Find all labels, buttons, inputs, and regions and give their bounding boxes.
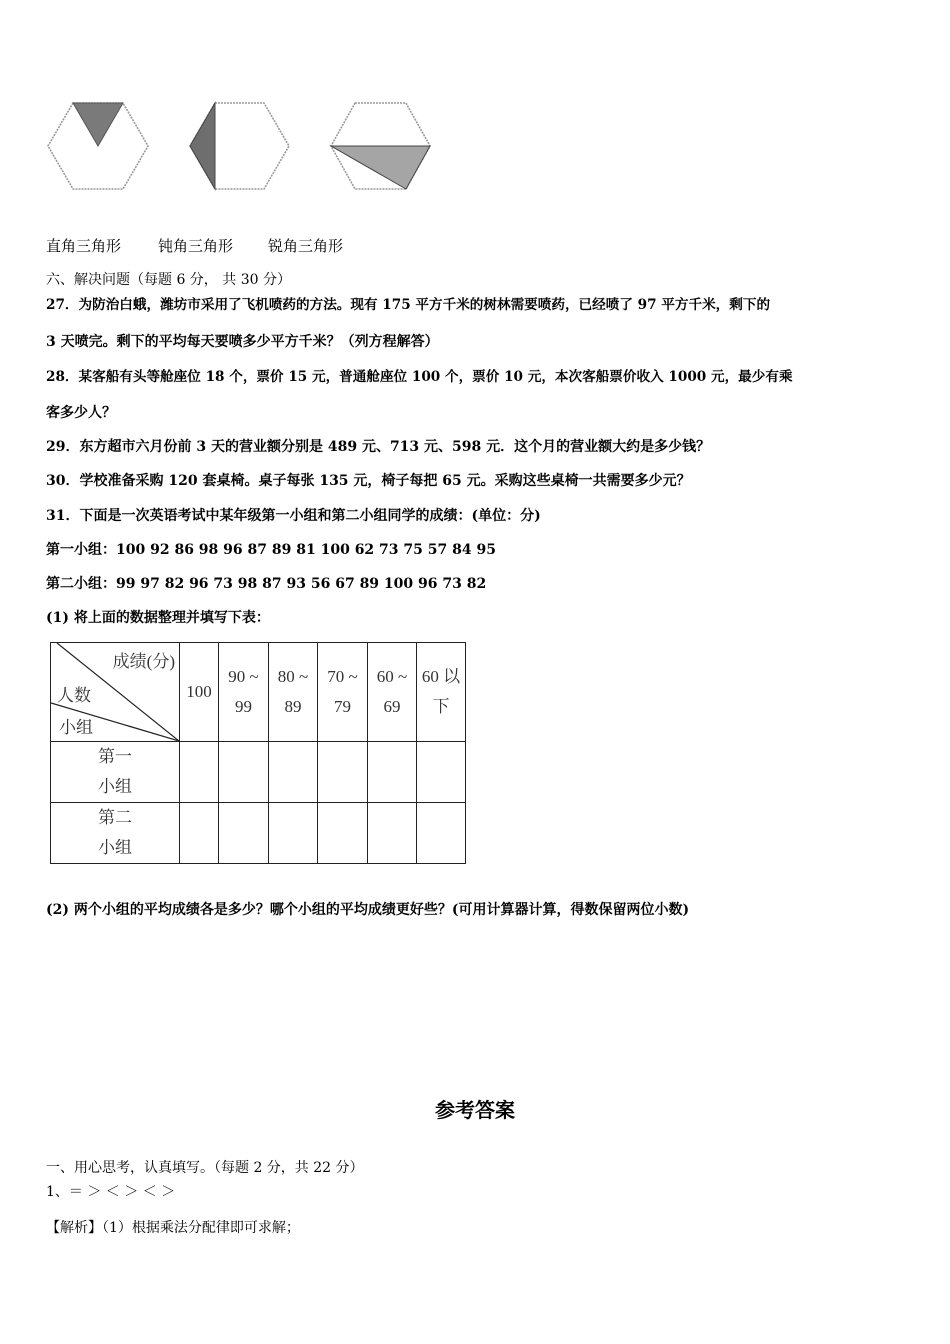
question-27-line2: 3 天喷完。剩下的平均每天要喷多少平方千米？（列方程解答） xyxy=(46,334,439,350)
hexagon-figures xyxy=(0,0,460,200)
figure-label-acute: 锐角三角形 xyxy=(268,237,344,255)
question-31-group2-scores: 第二小组：99 97 82 96 73 98 87 93 56 67 89 100 96 73 82 xyxy=(46,576,487,592)
table-row xyxy=(51,742,466,803)
question-28-line2: 客多少人？ xyxy=(46,405,116,421)
figure-label-right: 直角三角形 xyxy=(46,237,122,255)
table-cell[interactable] xyxy=(417,803,466,864)
section-heading: 六、解决问题（每题 6 分， 共 30 分） xyxy=(46,272,291,288)
corner-label-score: 成绩(分) xyxy=(112,652,175,671)
column-header: 90 ~ 99 xyxy=(219,643,269,742)
table-row xyxy=(51,803,466,864)
corner-label-count: 人数 xyxy=(57,686,91,705)
table-cell[interactable] xyxy=(417,742,466,803)
question-27-line1: 27．为防治白蛾，潍坊市采用了飞机喷药的方法。现有 175 平方千米的树林需要喷药，已经喷了 97 平方千米，剩下的 xyxy=(46,297,771,313)
row-header-group1: 第一 小组 xyxy=(51,742,180,803)
column-header: 70 ~ 79 xyxy=(318,643,368,742)
answer-1-analysis: 【解析】（1）根据乘法分配律即可求解； xyxy=(46,1220,300,1236)
question-30: 30．学校准备采购 120 套桌椅。桌子每张 135 元，椅子每把 65 元。采购这些桌椅一共需要多少元？ xyxy=(46,473,691,489)
question-31-intro: 31．下面是一次英语考试中某年级第一小组和第二小组同学的成绩：(单位：分) xyxy=(46,508,541,524)
question-31-part2: (2) 两个小组的平均成绩各是多少？哪个小组的平均成绩更好些？(可用计算器计算，得数保留两位小数) xyxy=(46,902,690,918)
column-header: 100 xyxy=(180,643,219,742)
hexagon-right-triangle xyxy=(48,103,148,189)
table-cell[interactable] xyxy=(318,803,368,864)
table-cell[interactable] xyxy=(269,742,318,803)
table-cell[interactable] xyxy=(368,803,417,864)
answers-title: 参考答案 xyxy=(435,1098,515,1122)
score-table xyxy=(50,642,466,864)
table-cell[interactable] xyxy=(180,803,219,864)
table-cell[interactable] xyxy=(269,803,318,864)
column-header: 60 ~ 69 xyxy=(368,643,417,742)
corner-label-group: 小组 xyxy=(59,718,93,737)
answers-section-heading: 一、用心思考，认真填写。（每题 2 分，共 22 分） xyxy=(46,1160,364,1176)
table-cell[interactable] xyxy=(219,742,269,803)
table-header-row xyxy=(51,643,466,742)
figure-label-obtuse: 钝角三角形 xyxy=(158,237,234,255)
question-31-group1-scores: 第一小组：100 92 86 98 96 87 89 81 100 62 73 75 57 84 95 xyxy=(46,542,496,558)
hexagon-acute-triangle xyxy=(331,103,430,189)
row-header-group2: 第二 小组 xyxy=(51,803,180,864)
table-cell[interactable] xyxy=(368,742,417,803)
question-29: 29．东方超市六月份前 3 天的营业额分别是 489 元、713 元、598 元．这个月的营业额大约是多少钱？ xyxy=(46,439,711,455)
table-cell[interactable] xyxy=(219,803,269,864)
answer-1: 1、＝ ＞ ＜ ＞ ＜ ＞ xyxy=(46,1184,176,1200)
table-cell[interactable] xyxy=(180,742,219,803)
hexagon-obtuse-triangle xyxy=(190,103,289,189)
table-corner-cell xyxy=(51,643,180,742)
column-header: 80 ~ 89 xyxy=(269,643,318,742)
table-cell[interactable] xyxy=(318,742,368,803)
column-header: 60 以 下 xyxy=(417,643,466,742)
question-28-line1: 28．某客船有头等舱座位 18 个，票价 15 元，普通舱座位 100 个，票价 10 元，本次客船票价收入 1000 元，最少有乘 xyxy=(46,369,793,385)
question-31-part1: (1) 将上面的数据整理并填写下表： xyxy=(46,610,270,626)
